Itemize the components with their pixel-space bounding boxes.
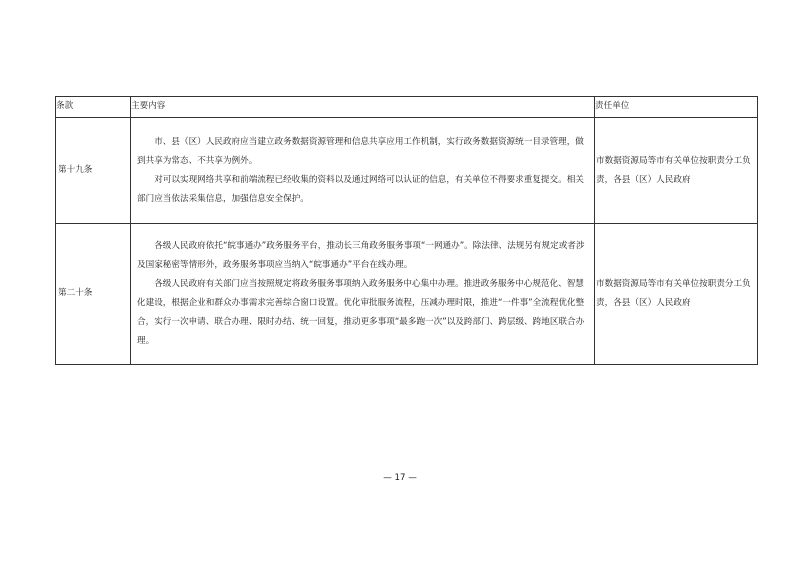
table-header-row xyxy=(56,97,758,118)
table-row xyxy=(56,224,758,365)
unit-cell: 市数据资源局等市有关单位按职责分工负责，各县（区）人民政府 xyxy=(595,118,758,224)
content-cell xyxy=(131,118,595,224)
content-cell xyxy=(131,224,595,365)
content-paragraph: 市、县（区）人民政府应当建立政务数据资源管理和信息共享应用工作机制，实行政务数据资源统一目录管理，做到共享为常态、不共享为例外。 xyxy=(137,136,584,166)
content-paragraph: 各级人民政府依托“皖事通办”政务服务平台，推动长三角政务服务事项“一网通办”。除法律、法规另有规定或者涉及国家秘密等情形外，政务服务事项应当纳入“皖事通办”平台在线办理。 xyxy=(137,241,585,270)
table-row xyxy=(56,118,758,224)
clause-cell: 第十九条 xyxy=(56,118,131,224)
header-clause: 条款 xyxy=(56,97,131,118)
unit-cell: 市数据资源局等市有关单位按职责分工负责，各县（区）人民政府 xyxy=(595,224,758,365)
regulation-table xyxy=(55,96,758,365)
content-paragraph: 各级人民政府有关部门应当按照规定将政务服务事项纳入政务服务中心集中办理。推进政务服务中心规范化、智慧化建设，根据企业和群众办事需求完善综合窗口设置。优化审批服务流程，压减办理时限，推进“一件事”全流程优化整合，实行一次申请、联合办理、限时办结、统一回复，推动更多事项“最多跑一次”以及跨部门、跨层级、跨地区联合办理。 xyxy=(137,279,585,346)
header-unit: 责任单位 xyxy=(595,97,758,118)
page-number: — 17 — xyxy=(383,473,417,483)
clause-cell: 第二十条 xyxy=(56,224,131,365)
header-content: 主要内容 xyxy=(131,97,595,118)
content-paragraph: 对可以实现网络共享和前端流程已经收集的资料以及通过网络可以认证的信息，有关单位不得要求重复提交。相关部门应当依法采集信息，加强信息安全保护。 xyxy=(137,174,584,204)
